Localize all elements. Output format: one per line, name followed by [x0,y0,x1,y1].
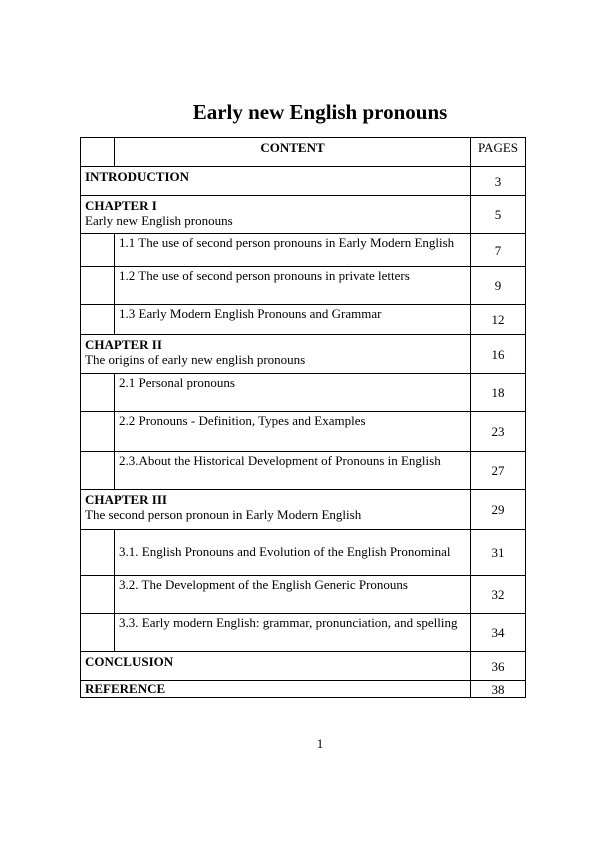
section-2-1-page: 18 [471,374,526,412]
chapter3-subtitle: The second person pronoun in Early Modern English [85,507,362,522]
table-row [81,196,526,234]
table-row [81,234,526,267]
introduction-entry [81,167,471,196]
chapter3-page: 29 [471,490,526,530]
section-3-2-page: 32 [471,576,526,614]
page-number: 1 [316,736,324,751]
section-3-1-page: 31 [471,530,526,576]
reference-label: REFERENCE [85,681,166,696]
table-row [81,652,526,681]
table-row [81,305,526,335]
chapter2-page: 16 [471,335,526,374]
introduction-label: INTRODUCTION [85,169,190,184]
header-blank-cell [81,138,115,167]
conclusion-label: CONCLUSION [85,654,174,669]
chapter1-page: 5 [471,196,526,234]
section-1-2: 1.2 The use of second person pronouns in private letters [115,267,471,305]
chapter2-label: CHAPTER II [85,337,162,352]
chapter2-subtitle: The origins of early new english pronouns [85,352,306,367]
section-1-1-page: 7 [471,234,526,267]
section-2-3: 2.3.About the Historical Development of Pronouns in English [115,452,471,490]
section-2-1: 2.1 Personal pronouns [115,374,471,412]
indent-cell [81,452,115,490]
indent-cell [81,267,115,305]
section-1-2-page: 9 [471,267,526,305]
section-3-3-page: 34 [471,614,526,652]
header-content: CONTENT [115,138,471,167]
contents-table [80,137,526,698]
header-pages: PAGES [471,138,526,167]
chapter1-subtitle: Early new English pronouns [85,213,233,228]
table-row [81,614,526,652]
section-1-3-page: 12 [471,305,526,335]
table-row [81,576,526,614]
introduction-page: 3 [471,167,526,196]
table-row [81,374,526,412]
section-2-2-page: 23 [471,412,526,452]
conclusion-page: 36 [471,652,526,681]
table-row [81,267,526,305]
chapter3-entry [81,490,471,530]
indent-cell [81,614,115,652]
section-3-3: 3.3. Early modern English: grammar, pronunciation, and spelling [115,614,471,652]
table-row [81,167,526,196]
chapter2-entry [81,335,471,374]
table-row [81,335,526,374]
indent-cell [81,576,115,614]
reference-page: 38 [471,681,526,698]
chapter1-label: CHAPTER I [85,198,157,213]
indent-cell [81,234,115,267]
indent-cell [81,305,115,335]
conclusion-entry [81,652,471,681]
chapter1-entry [81,196,471,234]
table-row [81,490,526,530]
table-row [81,412,526,452]
indent-cell [81,374,115,412]
section-3-2: 3.2. The Development of the English Generic Pronouns [115,576,471,614]
section-2-3-page: 27 [471,452,526,490]
document-title: Early new English pronouns [192,100,448,124]
table-row [81,452,526,490]
indent-cell [81,530,115,576]
section-1-3: 1.3 Early Modern English Pronouns and Grammar [115,305,471,335]
table-row [81,681,526,698]
section-3-1: 3.1. English Pronouns and Evolution of the English Pronominal [115,530,471,576]
section-1-1: 1.1 The use of second person pronouns in Early Modern English [115,234,471,267]
table-header-row [81,138,526,167]
section-2-2: 2.2 Pronouns - Definition, Types and Examples [115,412,471,452]
table-row [81,530,526,576]
chapter3-label: CHAPTER III [85,492,167,507]
reference-entry [81,681,471,698]
indent-cell [81,412,115,452]
